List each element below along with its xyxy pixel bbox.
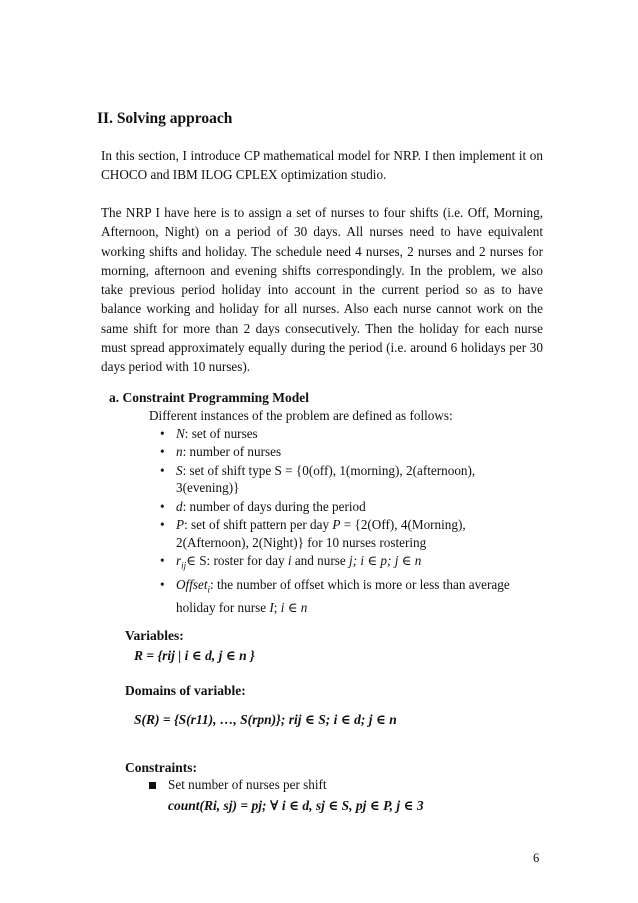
definitions-intro: Different instances of the problem are defined as follows:	[149, 408, 453, 423]
list-item: • N: set of nurses	[160, 426, 258, 441]
bullet-icon: •	[160, 426, 165, 441]
constraint-item	[149, 777, 327, 793]
domains-label: Domains of variable:	[125, 683, 246, 698]
list-item: • S: set of shift type S = {0(off), 1(morning), 2(afternoon), 3(evening)}	[160, 462, 476, 496]
square-bullet-icon	[149, 782, 156, 789]
constraint-expression: count(Ri, sj) = pj; ∀ i ∈ d, sj ∈ S, pj ∈ P, j ∈ 3	[168, 798, 424, 813]
variables-expression: R = {rij | i ∈ d, j ∈ n }	[134, 648, 255, 663]
paragraph-intro: In this section, I introduce CP mathematical model for NRP. I then implement it on CHOCO and IBM ILOG CPLEX optimization studio.	[101, 148, 543, 183]
bullet-icon: •	[160, 444, 165, 460]
subsection-heading: a. Constraint Programming Model	[109, 390, 309, 405]
paragraph-problem-description: The NRP I have here is to assign a set of nurses to four shifts (i.e. Off, Morning, Afternoon, Night) on a period of 30 days. All nurses need to have equivalent working shifts and holiday. The schedule need 4 nurses, 2 nurses and 2 nurses for morning, afternoon and evening shifts correspondingly. In the problem, we also take previous period holiday into account in the current period so as to have balance working and holiday for all nurses. Also each nurse cannot work on the same shift for more than 2 days consecutively. Then the holiday for each nurse must spread approximately equally during the period (i.e. around 6 holidays per 30 days period with 10 nurses).	[101, 205, 543, 375]
constraint-text: Set number of nurses per shift	[168, 777, 327, 792]
bullet-icon: •	[160, 462, 165, 478]
list-item: • n: number of nurses	[160, 444, 282, 460]
definitions-list	[158, 425, 518, 618]
domains-expression: S(R) = {S(r11), …, S(rpn)}; rij ∈ S; i ∈ d; j ∈ n	[134, 712, 397, 727]
variables-label: Variables:	[125, 628, 184, 643]
bullet-icon: •	[160, 516, 165, 532]
bullet-icon: •	[160, 577, 165, 593]
list-item: • d: number of days during the period	[160, 498, 366, 514]
bullet-icon: •	[160, 498, 165, 514]
list-item: • Offset$_i$: the number of offset which is more or less than average holiday for nurse I; i ∈ n	[160, 577, 510, 616]
bullet-icon: •	[160, 553, 165, 569]
page-number: 6	[533, 851, 540, 865]
list-item: • P: set of shift pattern per day P = {2(Off), 4(Morning), 2(Afternoon), 2(Night)} for 10 nurses rostering	[160, 516, 466, 550]
constraints-label: Constraints:	[125, 760, 198, 775]
list-item: • $r_{ij}\in$ S: roster for day i and nurse j; i ∈ p; j ∈ n	[160, 553, 422, 571]
section-heading: II. Solving approach	[97, 110, 233, 127]
